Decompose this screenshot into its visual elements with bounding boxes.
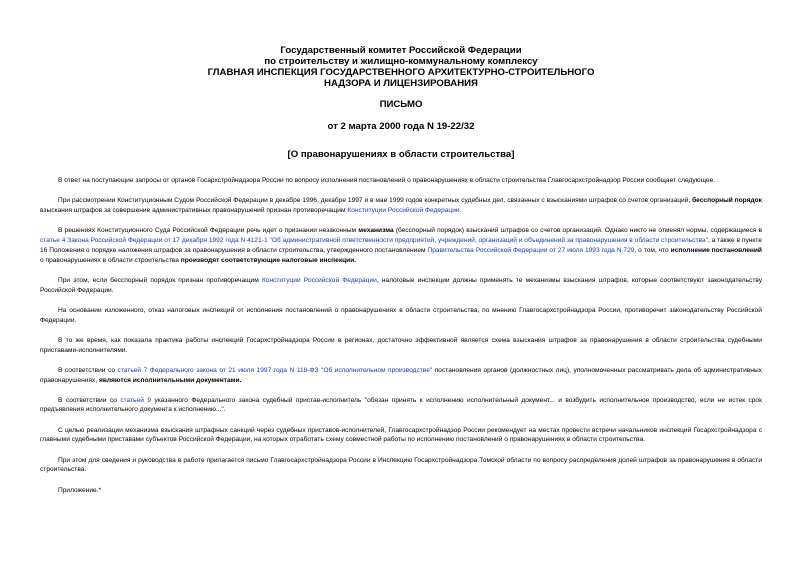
paragraph-8 bbox=[40, 396, 762, 416]
document-date: от 2 марта 2000 года N 19-22/32 bbox=[327, 121, 475, 132]
government-resolution-link[interactable]: Правительства Российской Федерации от 27 июля 1993 года N 729 bbox=[427, 246, 635, 254]
text: (бесспорный порядок) взысканий штрафов со счетов организаций. Однако никто не отменял нормы, содержащиеся в bbox=[395, 227, 762, 235]
bold-text: бесспорный порядок bbox=[692, 197, 762, 205]
text: . bbox=[459, 206, 462, 214]
law-118fz-link[interactable]: статьей 7 Федерального закона от 21 июля 1997 года N 118-ФЗ "Об исполнительном производстве" bbox=[117, 366, 433, 374]
bold-text: являются исполнительными документами. bbox=[99, 376, 242, 384]
text: взыскания штрафов за совершение административных правонарушений признан противоречащим bbox=[40, 206, 346, 214]
document-body bbox=[40, 176, 762, 495]
paragraph-6: В то же время, как показала практика работы инспекций Госархстройнадзора России в регионах, достаточно эффективной является схема взыскания штрафов за правонарушения в области строительства судебными приставами-исполнителями. bbox=[40, 336, 762, 354]
issuer-line-4: НАДЗОРА И ЛИЦЕНЗИРОВАНИЯ bbox=[324, 78, 478, 89]
text: В решениях Конституционного Суда Российской Федерации речь идет о признании незаконным bbox=[58, 227, 357, 235]
paragraph-5: На основании изложенного, отказ налоговых инспекций от исполнения постановлений о правонарушениях в области строительства, по мнению Главгосархстройнадзора России, противоречит законодательству Российской Федерации. bbox=[40, 306, 762, 324]
text: постановления органов (должностных лиц), уполномоченных рассматривать дела об административных правонарушениях, bbox=[40, 366, 762, 384]
constitution-link[interactable]: Конституции Российской Федерации bbox=[261, 276, 377, 284]
bold-text: механизма bbox=[358, 227, 394, 235]
document-subject: [О правонарушениях в области строительства] bbox=[287, 149, 515, 160]
text: При рассмотрении Конституционным Судом Российской Федерации в декабре 1996, декабре 1997 и в мае 1999 годов конкретных судебных дел, связанных с взысканиями штрафов со счетов организаций, bbox=[58, 197, 691, 205]
law-4121-link[interactable]: статье 4 Закона Российской Федерации от 17 декабря 1992 года N 4121-1 "Об административной ответственности предприятий, учреждений, организаций и объединений за правонарушения в области строительства" bbox=[40, 236, 708, 244]
document-type: ПИСЬМО bbox=[379, 99, 423, 110]
bold-text: производят соответствующие налоговые инспекции. bbox=[180, 256, 357, 264]
paragraph-2 bbox=[40, 196, 762, 216]
issuer-header bbox=[40, 0, 762, 89]
article-9-link[interactable]: статьей 9 bbox=[120, 396, 152, 404]
paragraph-3 bbox=[40, 226, 762, 265]
bold-text: исполнение постановлений bbox=[670, 246, 762, 254]
paragraph-9: С целью реализации механизма взыскания штрафных санкций через судебных приставов-исполнителей, Главгосархстройнадзор России рекомендует на местах провести встречи начальников инспекций Госархстройнадзора с главными судебными приставами субъектов Российской Федерации, на которых отработать схему совместной работы по исполнению постановлений о правонарушениях в области строительства. bbox=[40, 426, 762, 444]
constitution-link[interactable]: Конституции Российской Федерации bbox=[347, 206, 460, 214]
text: , о том, что bbox=[634, 246, 669, 254]
paragraph-4 bbox=[40, 276, 762, 296]
text: указанного Федерального закона судебный пристав-исполнитель "обязан принять к исполнению исполнительный документ... и возбудить исполнительное производство, если не истек срок предъявления исполнительного документа к исполнению...". bbox=[40, 396, 762, 414]
issuer-line-1: Государственный комитет Российской Федерации bbox=[280, 45, 522, 56]
text: , налоговые инспекции должны применять те механизмы взыскания штрафов, которые соответствуют законодательству Российской Федерации. bbox=[40, 276, 763, 294]
appendix-note: Приложение.* bbox=[58, 486, 102, 494]
paragraph-7 bbox=[40, 366, 762, 386]
text: , а также в пункте 16 Положения о порядке наложения штрафов за правонарушения в области строительства, утвержденного постановлением bbox=[40, 236, 762, 254]
issuer-line-3: ГЛАВНАЯ ИНСПЕКЦИЯ ГОСУДАРСТВЕННОГО АРХИТЕКТУРНО-СТРОИТЕЛЬНОГО bbox=[207, 67, 595, 78]
text: о правонарушениях в области строительства bbox=[40, 256, 179, 264]
issuer-line-2: по строительству и жилищно-коммунальному комплексу bbox=[264, 56, 538, 67]
paragraph-10: При этом для сведения и руководства в работе прилагается письмо Главгосархстройнадзора России в Инспекцию Госархстройнадзора Томской области по вопросу распределения долей штрафов за правонарушения в области строительства. bbox=[40, 456, 762, 474]
text: При этом, если бесспорный порядок признан противоречащим bbox=[58, 276, 259, 284]
paragraph-1: В ответ на поступающие запросы от органов Госархстройнадзора России по вопросу исполнения постановлений о правонарушениях в области строительства Главгосархстройнадзор России сообщает следующее. bbox=[58, 177, 716, 184]
text: В соответствии со bbox=[58, 396, 117, 404]
text: В соответствии со bbox=[58, 366, 116, 374]
